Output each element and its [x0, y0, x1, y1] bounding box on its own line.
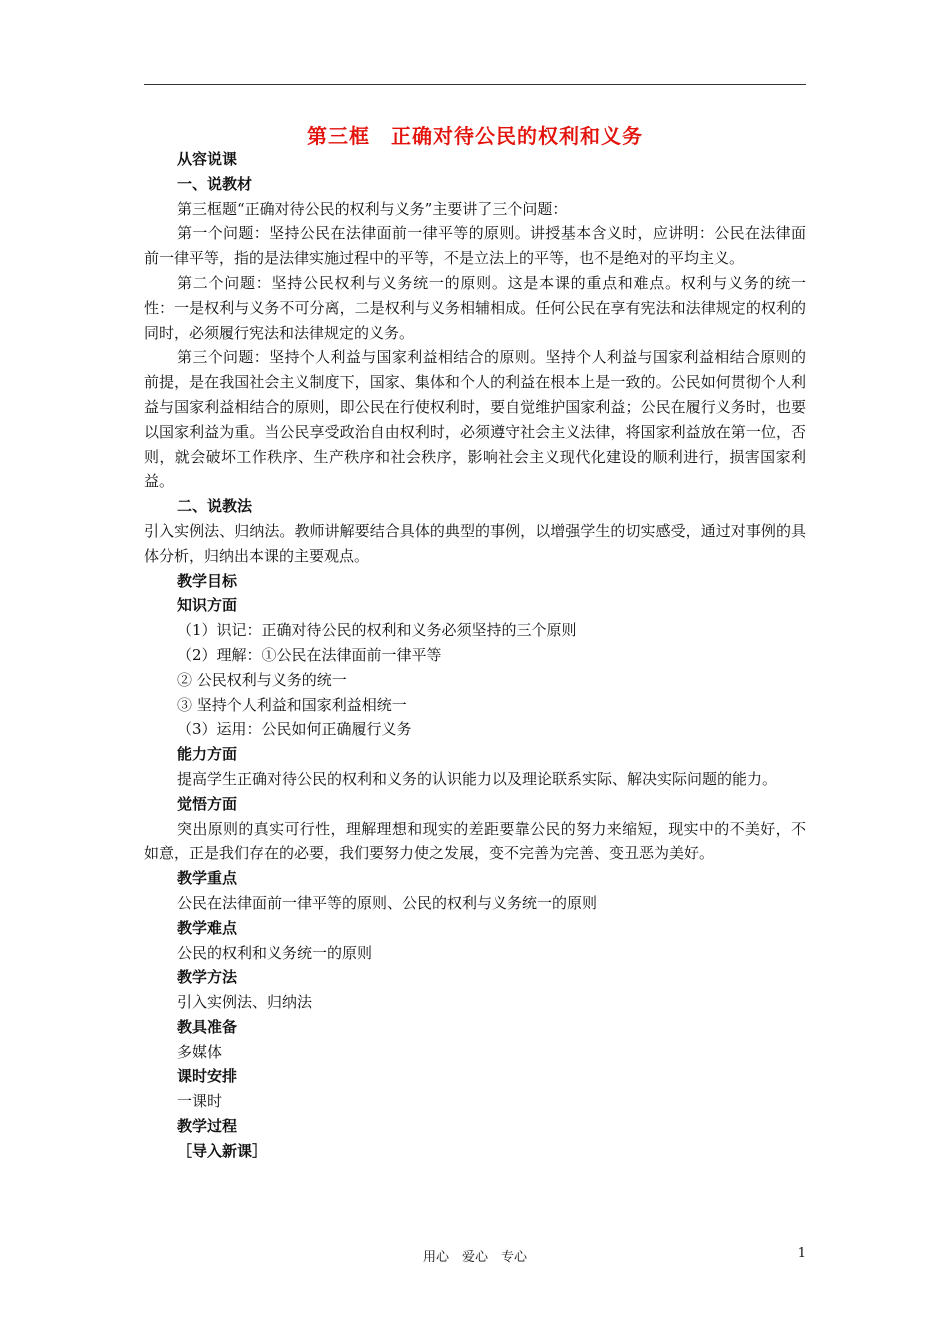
section-heading: 能力方面 [177, 745, 238, 764]
paragraph: 引入实例法、归纳法。教师讲解要结合具体的典型的事例，以增强学生的切实感受，通过对事例的具体分析，归纳出本课的主要观点。 [144, 521, 806, 565]
paragraph: 一课时 [177, 1092, 223, 1111]
section-heading: 教学难点 [177, 918, 238, 937]
document-body [144, 147, 806, 1164]
section-heading: 教学过程 [177, 1117, 238, 1136]
paragraph: 提高学生正确对待公民的权利和义务的认识能力以及理论联系实际、解决实际问题的能力。 [177, 769, 778, 788]
page-title: 第三框 正确对待公民的权利和义务 [307, 124, 643, 148]
page-number: 1 [797, 1246, 806, 1261]
paragraph: 第一个问题：坚持公民在法律面前一律平等的原则。讲授基本含义时，应讲明：公民在法律面前一律平等，指的是法律实施过程中的平等，不是立法上的平等，也不是绝对的平均主义。 [144, 224, 806, 268]
paragraph: （2）理解：①公民在法律面前一律平等 [177, 645, 442, 664]
paragraph: 引入实例法、归纳法 [177, 993, 313, 1012]
section-heading: 教具准备 [177, 1017, 238, 1036]
section-heading: 教学方法 [177, 968, 238, 987]
footer-motto: 用心 爱心 专心 [422, 1250, 527, 1265]
section-heading: 一、说教材 [177, 174, 253, 193]
section-heading: 教学重点 [177, 869, 238, 888]
paragraph: （3）运用：公民如何正确履行义务 [177, 720, 412, 739]
paragraph: 公民在法律面前一律平等的原则、公民的权利与义务统一的原则 [177, 893, 598, 912]
section-heading: 觉悟方面 [177, 794, 238, 813]
section-heading: 从容说课 [177, 150, 238, 168]
paragraph: ② 公民权利与义务的统一 [177, 670, 347, 689]
paragraph: （1）识记：正确对待公民的权利和义务必须坚持的三个原则 [177, 621, 577, 640]
paragraph: 第三个问题：坚持个人利益与国家利益相结合的原则。坚持个人利益与国家利益相结合原则的前提，是在我国社会主义制度下，国家、集体和个人的利益在根本上是一致的。公民如何贯彻个人利益与国家利益相结合的原则，即公民在行使权利时，要自觉维护国家利益；公民在履行义务时，也要以国家利益为重。当公民享受政治自由权利时，必须遵守社会主义法律，将国家利益放在第一位，否则，就会破坏工作秩序、生产秩序和社会秩序，影响社会主义现代化建设的顺利进行，损害国家利益。 [144, 348, 806, 491]
paragraph: 突出原则的真实可行性，理解理想和现实的差距要靠公民的努力来缩短，现实中的不美好，不如意，正是我们存在的必要，我们要努力使之发展，变不完善为完善、变丑恶为美好。 [144, 819, 806, 863]
paragraph: 第二个问题：坚持公民权利与义务统一的原则。这是本课的重点和难点。权利与义务的统一性：一是权利与义务不可分离，二是权利与义务相辅相成。任何公民在享有宪法和法律规定的权利的同时，必须履行宪法和法律规定的义务。 [144, 273, 806, 342]
paragraph: 第三框题“正确对待公民的权利与义务”主要讲了三个问题： [177, 199, 568, 218]
paragraph: ③ 坚持个人利益和国家利益相统一 [177, 695, 407, 714]
section-heading: 知识方面 [177, 596, 238, 615]
section-heading: 教学目标 [177, 571, 238, 590]
paragraph: 公民的权利和义务统一的原则 [177, 943, 373, 962]
section-heading: 课时安排 [177, 1067, 238, 1086]
section-heading: ［导入新课］ [177, 1141, 268, 1160]
section-heading: 二、说教法 [177, 497, 253, 516]
paragraph: 多媒体 [177, 1042, 223, 1061]
header-rule [144, 84, 806, 85]
